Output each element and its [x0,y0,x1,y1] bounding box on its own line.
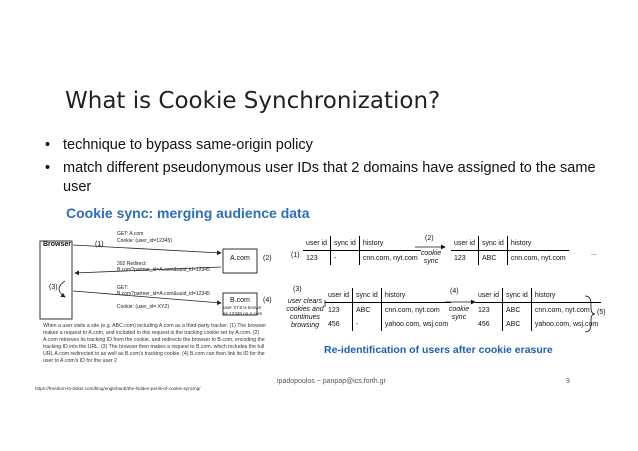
table-cell: 123 [306,254,318,262]
table-cell: 123 [478,306,490,314]
page-number: 9 [566,378,570,385]
table-cell: ABC [353,303,382,318]
msg-get-acom: GET: A.com [117,231,144,237]
bullet-marker: • [45,160,51,176]
state4-table [475,288,601,331]
user-clears-label: user clears cookies and continues browsing [286,298,324,329]
header-sync-id: sync id [479,236,508,251]
table-cell: 456 [478,320,490,328]
table-cell: 123 [328,306,340,314]
bcom-note: user XYZ is known as 12345 on A.com [223,305,263,316]
msg-cookie-b: Cookie: (user_id= XYZ) [117,304,170,310]
cookie-sync-label-2: cookie sync [448,306,470,321]
header-user-id: user id [303,236,331,251]
reidentification-diagram [285,232,615,362]
bullet-marker: • [45,137,51,153]
figure-heading: Cookie sync: merging audience data [66,205,310,221]
bullet-list [45,136,605,201]
ellipsis: ... [591,250,597,257]
bullet-item [45,136,605,155]
table-cell: - [331,251,360,266]
header-history: history [381,288,451,303]
step-1-label: (1) [291,252,300,259]
step-2-label: (2) [425,235,434,242]
state2-table [451,236,569,265]
header-user-id: user id [475,288,503,303]
step-5-label: (5) [597,309,606,316]
msg-get-bcom: GET: [117,285,129,291]
step-2: (2) [263,255,272,262]
table-cell: - [353,317,382,331]
bullet-text: match different pseudonymous user IDs that 2 domains have assigned to the same user [63,160,596,195]
header-sync-id: sync id [353,288,382,303]
bullet-item [45,159,605,197]
browser-box [40,241,72,319]
msg-redirect-url: B.com?partner_id=A.com&uuid_id=12345 [117,267,210,273]
step-4-label: (4) [450,288,459,295]
msg-cookie-a: Cookie: (user_id=12345) [117,238,172,244]
msg-redirect: 302 Redirect: [117,261,147,267]
table-cell: cnn.com, nyt.com [507,251,568,266]
header-sync-id: sync id [503,288,532,303]
slide-title: What is Cookie Synchronization? [65,88,441,114]
acom-label: A.com [230,255,250,262]
header-user-id: user id [451,236,479,251]
table-cell: 456 [328,320,340,328]
table-cell: yahoo.com, wsj.com [531,317,601,331]
step-4: (4) [263,297,272,304]
table-cell: ABC [503,317,532,331]
step-3: (3) [49,284,58,291]
cookie-sync-label: cookie sync [420,250,442,265]
slide-footer: ipadopoulos ~ panpap@ics.forth.gr [277,378,386,385]
figure-description: When a user visits a site (e.g. ABC.com) including A.com as a third-party tracker. (1) The browser makes a request to A.com, and included in this request is the tracking cookie set by A.com. (2) A.com retrieves its tracking ID from the cookie, and redirects the browser to B.com, encoding the tracking ID into the URL. (3) The browser then makes a request to B.com, which includes the full URL A.com redirected to as well as B.com's tracking cookie. (4) B.com can then link its ID for the user to A.com's ID for the user 2 [43,323,267,364]
bullet-text: technique to bypass same-origin policy [63,137,313,153]
state3-table [325,288,451,331]
step-3-label: (3) [293,286,302,293]
source-url: https://freedom-to-tinker.com/blog/englehardt/the-hidden-perils-of-cookie-syncing/ [35,386,201,391]
reidentification-caption: Re-identification of users after cookie erasure [324,344,553,356]
table-cell: yahoo.com, wsj.com [381,317,451,331]
table-cell: cnn.com, nyt.com [359,251,420,266]
table-cell: ABC [503,303,532,318]
header-history: history [531,288,601,303]
msg-bcom-url: B.com?partner_id=A.com&uuid_id=12345 [117,291,210,297]
bcom-label: B.com [230,297,250,304]
header-history: history [507,236,568,251]
header-user-id: user id [325,288,353,303]
state1-table [303,236,421,265]
table-cell: 123 [454,254,466,262]
table-cell: cnn.com, nyt.com [531,303,601,318]
table-cell: ABC [479,251,508,266]
table-cell: cnn.com, nyt.com [381,303,451,318]
browser-label: Browser [43,241,72,248]
header-history: history [359,236,420,251]
step-1: (1) [95,241,104,248]
header-sync-id: sync id [331,236,360,251]
